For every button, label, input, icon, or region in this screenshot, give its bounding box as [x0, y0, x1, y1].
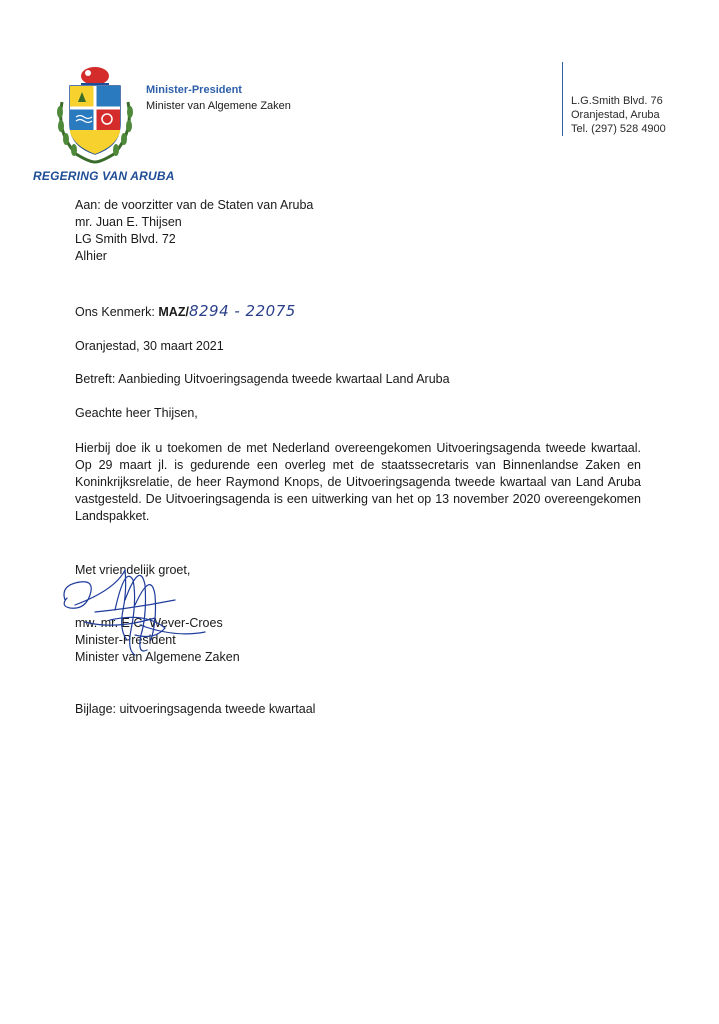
place-date: Oranjestad, 30 maart 2021	[75, 339, 224, 353]
office-title: Minister-President	[146, 84, 242, 96]
closing: Met vriendelijk groet,	[75, 563, 191, 577]
reference-label: Ons Kenmerk:	[75, 305, 159, 319]
address-divider	[562, 62, 563, 136]
signatory-name: mw. mr. E.C. Wever-Croes	[75, 616, 223, 630]
recipient-line: LG Smith Blvd. 72	[75, 232, 176, 246]
office-subtitle: Minister van Algemene Zaken	[146, 100, 291, 112]
address-city: Oranjestad, Aruba	[571, 109, 660, 121]
letter-body: Hierbij doe ik u toekomen de met Nederland overeengekomen Uitvoeringsagenda tweede kwartaal. Op 29 maart jl. is gedurende een overleg met de staatssecretaris van Binnenlandse Zaken en Koninkrijksrelatie, de heer Raymond Knops, de Uitvoeringsagenda tweede kwartaal van Land Aruba vastgesteld. De Uitvoeringsagenda is een uitwerking van het op 13 november 2020 overeengekomen Landspakket.	[75, 441, 641, 523]
recipient-block	[75, 197, 313, 265]
address-phone: Tel. (297) 528 4900	[571, 123, 666, 135]
reference-line	[75, 303, 296, 321]
reference-prefix: MAZ/	[158, 305, 189, 319]
government-name: REGERING VAN ARUBA	[33, 169, 175, 183]
signatory-office: Minister van Algemene Zaken	[75, 650, 240, 664]
signatory-title: Minister-President	[75, 633, 176, 647]
recipient-line: mr. Juan E. Thijsen	[75, 215, 182, 229]
reference-number-handwritten: 8294 - 22075	[188, 302, 296, 320]
salutation: Geachte heer Thijsen,	[75, 406, 198, 420]
attachment-note: Bijlage: uitvoeringsagenda tweede kwartaal	[75, 702, 316, 716]
coat-of-arms-logo	[54, 62, 136, 168]
subject-line: Betreft: Aanbieding Uitvoeringsagenda tweede kwartaal Land Aruba	[75, 372, 450, 386]
recipient-line: Alhier	[75, 249, 107, 263]
handwritten-signature	[55, 560, 255, 665]
address-street: L.G.Smith Blvd. 76	[571, 95, 663, 107]
recipient-line: Aan: de voorzitter van de Staten van Aruba	[75, 198, 314, 212]
